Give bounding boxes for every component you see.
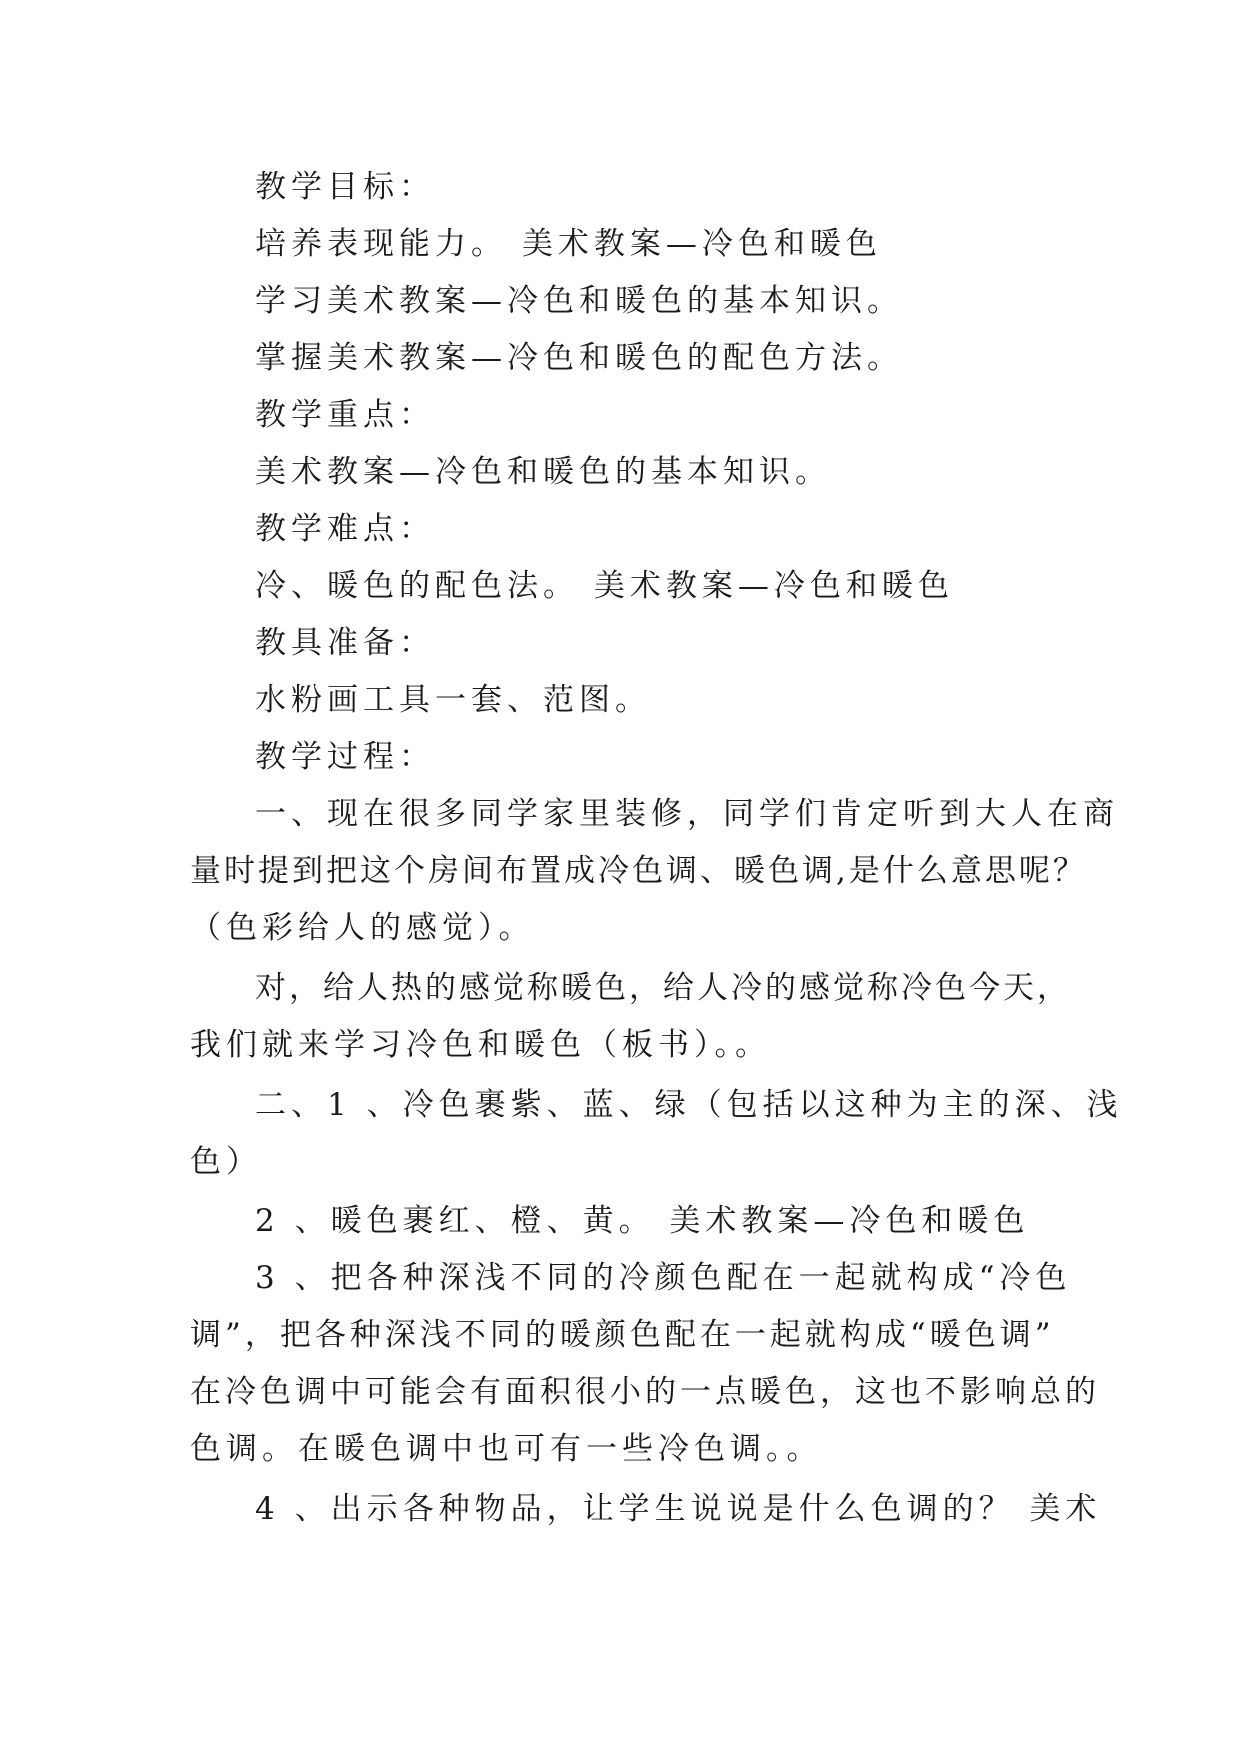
goal-line-3: 掌握美术教案—冷色和暖色的配色方法。 [255,340,903,376]
difficulty-line: 冷、暖色的配色法。 美术教案—冷色和暖色 [255,568,954,604]
paragraph-line: 色） [190,1144,262,1180]
paragraph-line: （色彩给人的感觉）。 [190,910,535,946]
heading-difficulties: 教学难点： [255,511,435,547]
paragraph-line: 调”，把各种深浅不同的暖颜色配在一起就构成“暖色调” [190,1317,1055,1353]
goal-line-2: 学习美术教案—冷色和暖色的基本知识。 [255,283,903,319]
paragraph-line: 2 、暖色裹红、橙、黄。 美术教案—冷色和暖色 [255,1203,1030,1239]
paragraph-line: 量时提到把这个房间布置成冷色调、暖色调,是什么意思呢？ [190,853,1087,889]
paragraph-line: 二、1 、冷色裹紫、蓝、绿（包括以这种为主的深、浅 [255,1087,1123,1123]
heading-materials: 教具准备： [255,625,435,661]
paragraph-line: 3 、把各种深浅不同的冷颜色配在一起就构成“冷色 [255,1260,1072,1296]
paragraph-line: 一、现在很多同学家里装修，同学们肯定听到大人在商 [255,796,1119,832]
heading-key-points: 教学重点： [255,397,435,433]
materials-line: 水粉画工具一套、范图。 [255,682,651,718]
key-point-line: 美术教案—冷色和暖色的基本知识。 [255,454,831,490]
paragraph-line: 我们就来学习冷色和暖色（板书）。。 [190,1027,771,1063]
paragraph-line: 在冷色调中可能会有面积很小的一点暖色，这也不影响总的 [190,1374,1100,1410]
paragraph-line: 4 、出示各种物品，让学生说说是什么色调的？ 美术 [255,1491,1102,1527]
goal-line-1: 培养表现能力。 美术教案—冷色和暖色 [255,226,882,262]
heading-process: 教学过程： [255,739,435,775]
paragraph-line: 对，给人热的感觉称暖色，给人冷的感觉称冷色今天， [255,970,1071,1006]
heading-teaching-goals: 教学目标： [255,169,435,205]
paragraph-line: 色调。在暖色调中也可有一些冷色调。。 [190,1431,823,1467]
